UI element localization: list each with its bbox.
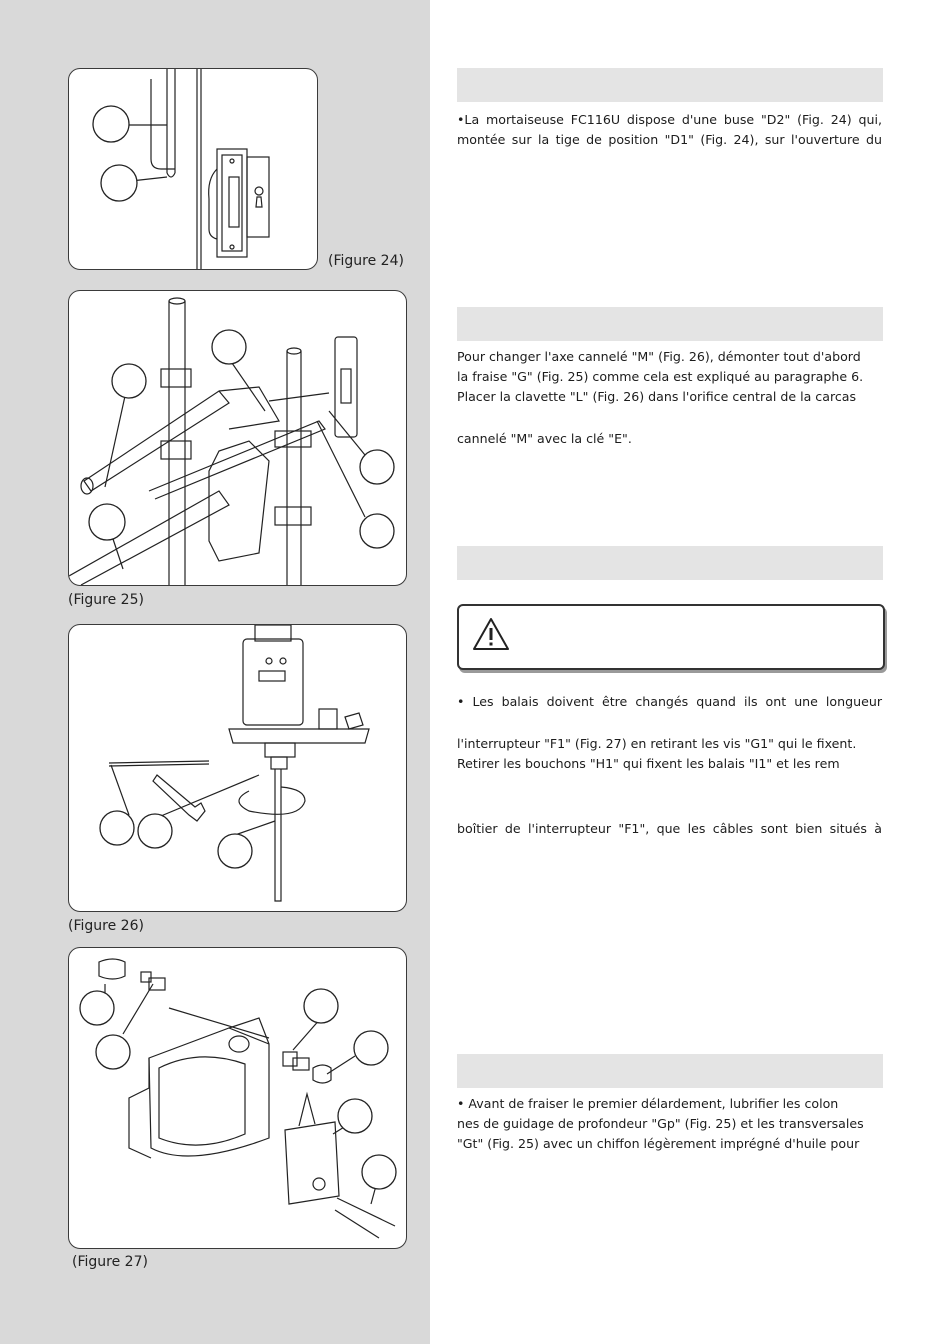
warning-box bbox=[457, 604, 885, 670]
figure-25-caption: (Figure 25) bbox=[68, 592, 144, 608]
s4-line-1: • Avant de fraiser le premier délardement, lubrifier les colon bbox=[457, 1096, 839, 1111]
figure-24-caption: (Figure 24) bbox=[328, 253, 404, 269]
door-lock-illustration bbox=[69, 69, 317, 269]
spline-shaft-illustration bbox=[69, 625, 406, 911]
figure-27-caption: (Figure 27) bbox=[72, 1254, 148, 1270]
section-2-text-end bbox=[457, 429, 882, 449]
guide-columns-illustration bbox=[69, 291, 406, 585]
motor-brushes-illustration bbox=[69, 948, 406, 1248]
s3-line-3: Retirer les bouchons "H1" qui fixent les balais "I1" et les rem bbox=[457, 756, 840, 771]
figure-27-drawing bbox=[68, 947, 407, 1249]
section-3-text-a bbox=[457, 692, 882, 712]
section-heading-bar-4 bbox=[457, 1054, 883, 1088]
s3-line-4: boîtier de l'interrupteur "F1", que les câbles sont bien situés à bbox=[457, 821, 882, 836]
section-4-text bbox=[457, 1094, 882, 1154]
s4-line-2: nes de guidage de profondeur "Gp" (Fig. 25) et les transversales bbox=[457, 1116, 864, 1131]
section-heading-bar-1 bbox=[457, 68, 883, 102]
section-1-text bbox=[457, 110, 882, 150]
warning-triangle-icon bbox=[471, 616, 511, 652]
s2-line-3: Placer la clavette "L" (Fig. 26) dans l'orifice central de la carcas bbox=[457, 389, 857, 404]
section-2-text bbox=[457, 347, 882, 407]
figure-24-drawing bbox=[68, 68, 318, 270]
figure-25-drawing bbox=[68, 290, 407, 586]
s2-line-4: cannelé "M" avec la clé "E". bbox=[457, 431, 632, 446]
s3-line-2: l'interrupteur "F1" (Fig. 27) en retirant les vis "G1" qui le fixent. bbox=[457, 736, 857, 751]
s1-line-1: •La mortaiseuse FC116U dispose d'une buse "D2" (Fig. 24) qui, bbox=[457, 112, 882, 127]
section-heading-bar-2 bbox=[457, 307, 883, 341]
figure-26-drawing bbox=[68, 624, 407, 912]
s4-line-3: "Gt" (Fig. 25) avec un chiffon légèrement imprégné d'huile pour bbox=[457, 1136, 860, 1151]
s1-line-2: montée sur la tige de position "D1" (Fig. 24), sur l'ouverture du bbox=[457, 132, 882, 147]
figure-26-caption: (Figure 26) bbox=[68, 918, 144, 934]
section-heading-bar-3 bbox=[457, 546, 883, 580]
s2-line-1: Pour changer l'axe cannelé "M" (Fig. 26), démonter tout d'abord bbox=[457, 349, 861, 364]
section-3-text-b bbox=[457, 734, 882, 774]
section-3-text-c bbox=[457, 819, 882, 839]
s2-line-2: la fraise "G" (Fig. 25) comme cela est expliqué au paragraphe 6. bbox=[457, 369, 864, 384]
s3-line-1: • Les balais doivent être changés quand ils ont une longueur bbox=[457, 694, 882, 709]
